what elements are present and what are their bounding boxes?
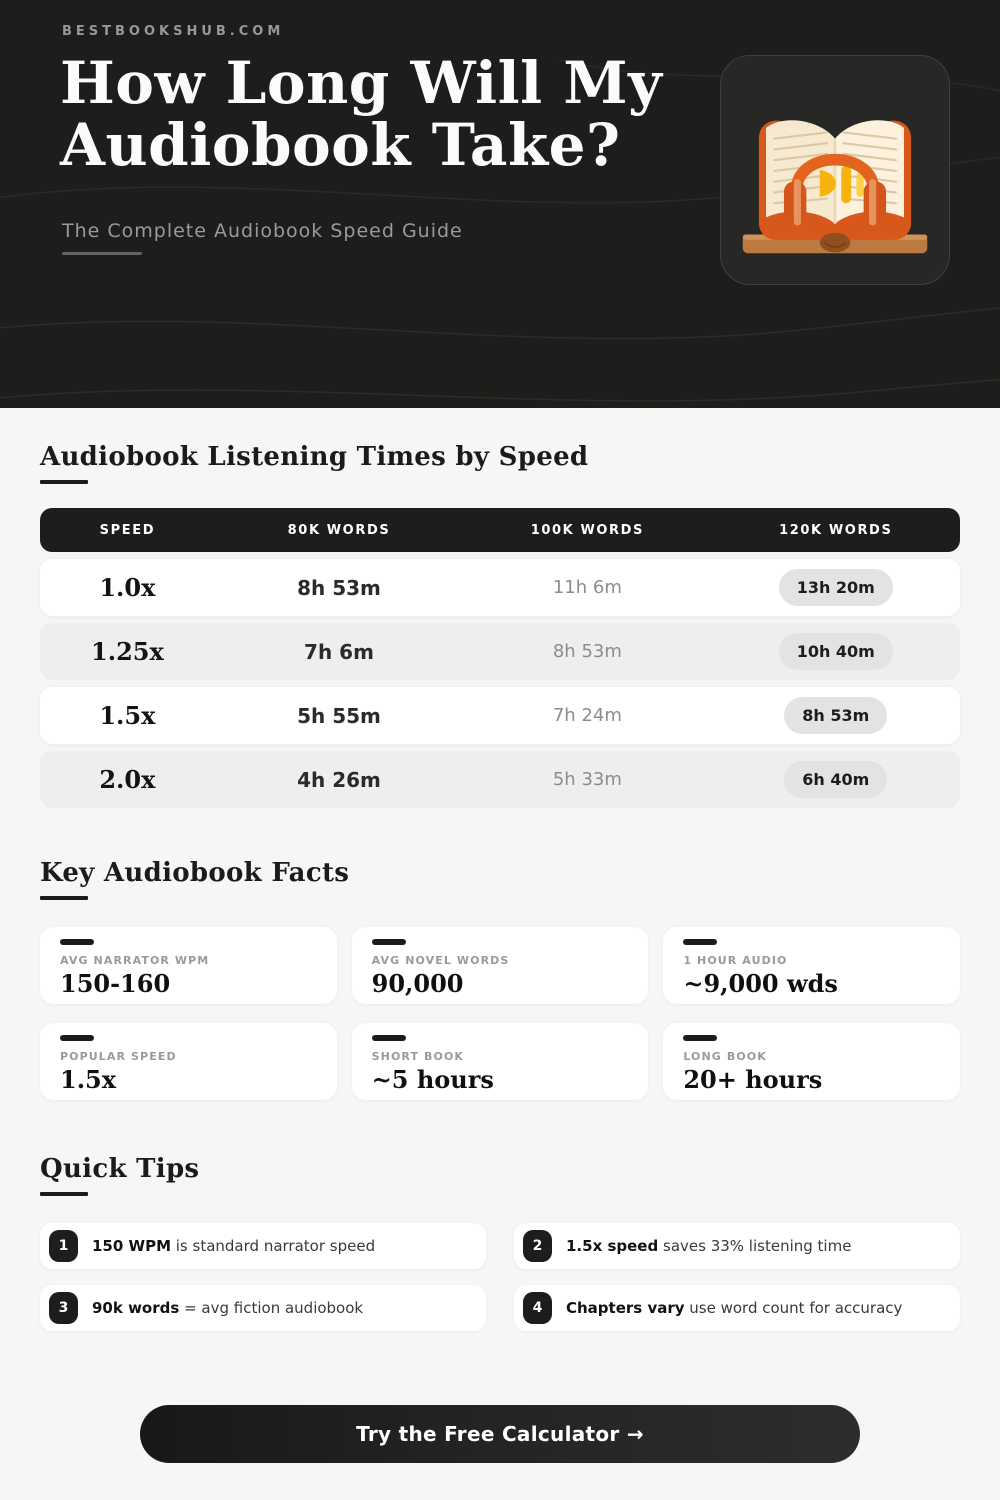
table-row	[40, 559, 960, 616]
section-title-quick-tips: Quick Tips	[40, 1154, 200, 1184]
tip-number-badge: 1	[49, 1230, 78, 1262]
col-header-100k-words: 100K WORDS	[530, 522, 645, 538]
table-header-row	[40, 508, 960, 552]
time-80k: 8h 53m	[297, 575, 381, 600]
tips-grid	[40, 1223, 960, 1331]
fact-label: AVG NARRATOR WPM	[60, 954, 210, 967]
fact-label: AVG NOVEL WORDS	[371, 954, 510, 967]
section-title-listening-times: Audiobook Listening Times by Speed	[40, 442, 589, 472]
fact-value: 90,000	[371, 969, 464, 998]
speed-table	[40, 508, 960, 808]
tip-number-badge: 3	[49, 1292, 78, 1324]
fact-card-avg-narrator-wpm	[40, 927, 337, 1004]
section-title-key-facts: Key Audiobook Facts	[40, 858, 350, 888]
card-accent-dash	[60, 1035, 94, 1041]
page-title-line2: Audiobook Take?	[60, 111, 621, 180]
fact-value: ~5 hours	[371, 1065, 494, 1094]
time-100k: 5h 33m	[552, 769, 622, 790]
fact-label: SHORT BOOK	[371, 1050, 465, 1063]
time-120k-badge: 6h 40m	[784, 761, 887, 798]
fact-card-popular-speed	[40, 1023, 337, 1100]
col-header-speed: SPEED	[99, 522, 156, 538]
tip-number-badge: 4	[523, 1292, 552, 1324]
fact-value: 1.5x	[60, 1065, 117, 1094]
subtitle-underline	[62, 252, 142, 255]
card-accent-dash	[683, 939, 717, 945]
table-row	[40, 623, 960, 680]
tip-text: 150 WPM is standard narrator speed	[92, 1237, 376, 1255]
quick-tips-section	[40, 1154, 960, 1331]
tip-text: Chapters vary use word count for accuracy	[566, 1299, 903, 1317]
fact-card-short-book	[352, 1023, 649, 1100]
tip-text: 90k words = avg fiction audiobook	[92, 1299, 364, 1317]
speed-value: 1.5x	[99, 701, 156, 730]
fact-card-avg-novel-words	[352, 927, 649, 1004]
card-accent-dash	[60, 939, 94, 945]
table-row	[40, 687, 960, 744]
audiobook-icon-tile	[720, 55, 950, 285]
speed-value: 2.0x	[99, 765, 156, 794]
section-title-underline	[40, 480, 88, 484]
time-80k: 4h 26m	[297, 767, 381, 792]
page-subtitle: The Complete Audiobook Speed Guide	[62, 220, 463, 242]
free-calculator-cta-button[interactable]: Try the Free Calculator →	[140, 1405, 860, 1463]
facts-grid	[40, 927, 960, 1100]
fact-card-long-book	[663, 1023, 960, 1100]
speed-value: 1.25x	[91, 637, 164, 666]
card-accent-dash	[372, 939, 406, 945]
time-100k: 7h 24m	[552, 705, 622, 726]
tip-number-badge: 2	[523, 1230, 552, 1262]
fact-card-1-hour-audio	[663, 927, 960, 1004]
fact-value: ~9,000 wds	[683, 969, 838, 998]
time-100k: 8h 53m	[552, 641, 622, 662]
listening-times-section	[40, 442, 960, 808]
site-name: BESTBOOKSHUB.COM	[62, 24, 285, 39]
table-row	[40, 751, 960, 808]
time-80k: 7h 6m	[304, 639, 374, 664]
section-title-underline	[40, 896, 88, 900]
fact-label: POPULAR SPEED	[60, 1050, 177, 1063]
card-accent-dash	[683, 1035, 717, 1041]
section-title-underline	[40, 1192, 88, 1196]
time-120k-badge: 10h 40m	[779, 633, 893, 670]
tip-card-4	[514, 1285, 960, 1331]
book-headphones-icon	[732, 67, 938, 273]
fact-value: 150-160	[60, 969, 171, 998]
page-title-line1: How Long Will My	[60, 49, 663, 117]
page-title	[60, 49, 700, 180]
time-80k: 5h 55m	[297, 703, 381, 728]
time-120k-badge: 13h 20m	[779, 569, 893, 606]
fact-label: 1 HOUR AUDIO	[683, 954, 788, 967]
time-100k: 11h 6m	[552, 577, 622, 598]
hero-header	[0, 0, 1000, 408]
time-120k-badge: 8h 53m	[784, 697, 887, 734]
tip-card-1	[40, 1223, 486, 1269]
fact-value: 20+ hours	[683, 1065, 823, 1094]
col-header-80k-words: 80K WORDS	[287, 522, 391, 538]
tip-text: 1.5x speed saves 33% listening time	[566, 1237, 852, 1255]
key-facts-section	[40, 858, 960, 1100]
main-content	[0, 408, 1000, 1463]
tip-card-3	[40, 1285, 486, 1331]
fact-label: LONG BOOK	[683, 1050, 767, 1063]
card-accent-dash	[372, 1035, 406, 1041]
speed-value: 1.0x	[99, 573, 156, 602]
col-header-120k-words: 120K WORDS	[779, 522, 893, 538]
tip-card-2	[514, 1223, 960, 1269]
